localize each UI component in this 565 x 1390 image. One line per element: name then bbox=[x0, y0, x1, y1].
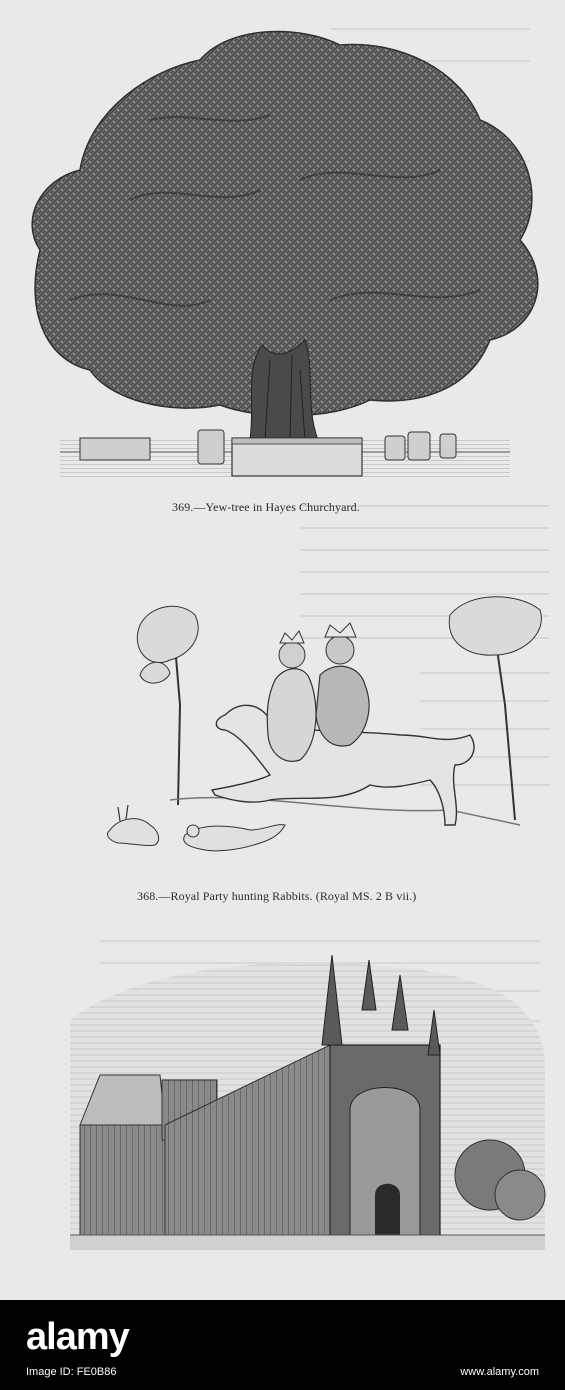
image-id-label: Image ID: FE0B86 bbox=[26, 1366, 117, 1378]
site-url: www.alamy.com bbox=[460, 1366, 539, 1378]
alamy-logo: alamy bbox=[26, 1316, 129, 1358]
figure-369-caption: 369.—Yew-tree in Hayes Churchyard. bbox=[172, 500, 360, 514]
royal-party-illustration bbox=[0, 585, 565, 885]
yew-tree-illustration bbox=[0, 0, 565, 500]
figure-368-caption: 368.—Royal Party hunting Rabbits. (Royal MS. 2 B vii.) bbox=[137, 889, 417, 903]
cathedral-illustration bbox=[0, 950, 565, 1280]
stock-watermark-banner bbox=[0, 1300, 565, 1390]
